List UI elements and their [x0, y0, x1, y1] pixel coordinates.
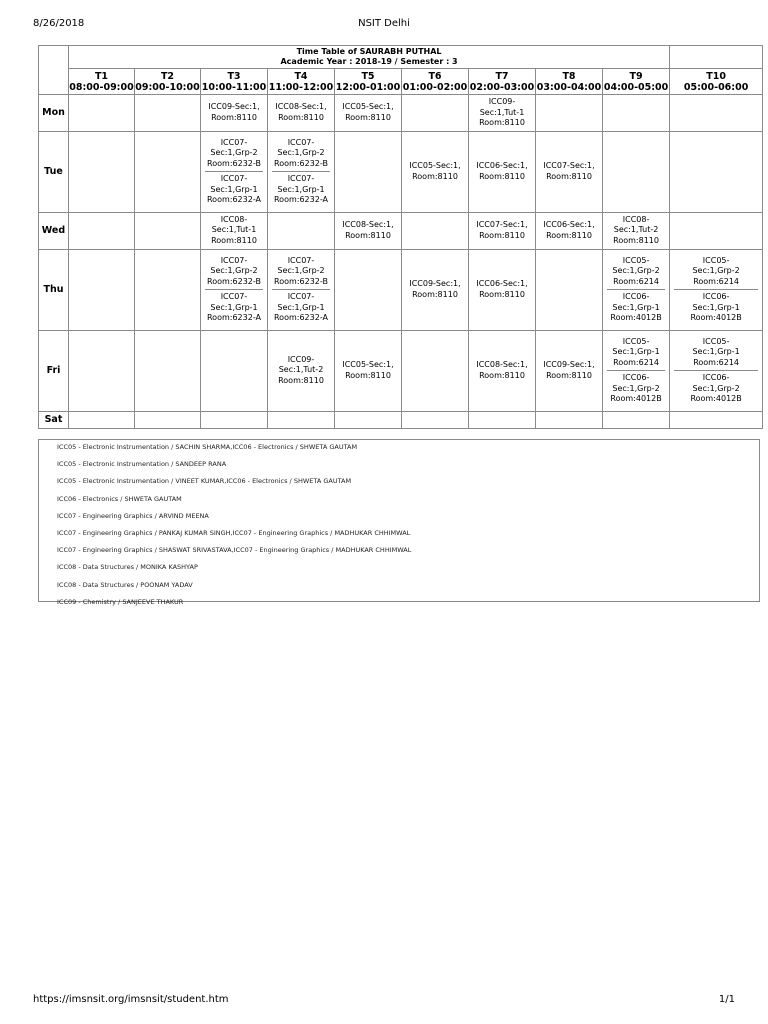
print-footer	[33, 994, 735, 1008]
class-entry-line: Room:8110	[345, 370, 391, 380]
legend-item: ICC08 - Data Structures / POONAM YADAV	[57, 580, 193, 589]
slot-header-t4	[268, 69, 335, 95]
timetable-cell	[201, 212, 268, 249]
timetable-cell	[268, 95, 335, 132]
class-entry-line: Sec:1,Grp-1	[612, 302, 660, 312]
timetable-cell	[268, 131, 335, 212]
day-label: Tue	[39, 131, 69, 212]
slot-code: T5	[361, 70, 375, 82]
class-entry	[670, 254, 762, 290]
timetable-cell	[268, 330, 335, 411]
timetable-cell	[469, 411, 536, 428]
day-row-fri	[39, 330, 763, 411]
class-entry-line: ICC08-Sec:1,	[342, 220, 394, 229]
class-entry-line: ICC05-Sec:1,	[342, 102, 394, 112]
slot-header-t6	[402, 69, 469, 95]
title-line-name: Time Table of SAURABH PUTHAL	[296, 47, 442, 56]
timetable-cell	[603, 95, 670, 132]
class-entry-line: Sec:1,Tut-1	[479, 107, 525, 117]
class-entry	[469, 277, 535, 302]
legend-item: ICC08 - Data Structures / MONIKA KASHYAP	[57, 563, 198, 572]
timetable-cell	[69, 249, 135, 330]
timetable-cell	[603, 131, 670, 212]
class-entry	[603, 213, 669, 249]
class-entry-line: Sec:1,Grp-1	[210, 184, 258, 194]
class-entry-line: ICC07-	[220, 292, 248, 301]
slot-time: 10:00-11:00	[201, 81, 267, 93]
timetable-cell	[335, 249, 402, 330]
slot-code: T2	[160, 70, 175, 82]
timetable-cell	[201, 411, 268, 428]
class-entry	[268, 254, 334, 290]
class-entry-line: ICC07-	[220, 255, 248, 265]
timetable-cell	[536, 131, 603, 212]
class-entry-line: Sec:1,Grp-2	[612, 266, 660, 275]
title-spacer-cell	[670, 46, 763, 69]
class-entry-line: ICC07-Sec:1,	[543, 161, 595, 170]
class-entry-line: Room:6214	[613, 276, 659, 286]
class-entry-line: ICC06-Sec:1,	[476, 161, 528, 170]
class-entry-line: Sec:1,Grp-2	[692, 383, 740, 393]
class-entry-line: Room:8110	[479, 171, 525, 181]
class-entry-line: Sec:1,Grp-1	[692, 302, 740, 312]
timetable-cell	[201, 95, 268, 132]
class-entry-line: ICC07-	[287, 255, 315, 265]
timetable-cell	[135, 249, 201, 330]
timetable-cell	[69, 95, 135, 132]
timetable-cell	[402, 212, 469, 249]
timetable-cell	[335, 330, 402, 411]
day-label: Fri	[39, 330, 69, 411]
timetable-cell	[402, 330, 469, 411]
class-entry	[607, 370, 665, 407]
timetable-cell	[670, 131, 763, 212]
class-entry-line: Room:6232-A	[273, 313, 329, 322]
legend-item: ICC09 - Chemistry / SANJEEVE THAKUR	[57, 597, 184, 606]
class-entry-line: ICC07-	[287, 137, 315, 147]
class-entry-line: Room:6232-B	[274, 276, 328, 286]
class-entry	[335, 100, 401, 125]
print-date: 8/26/2018	[33, 18, 85, 29]
day-row-mon	[39, 95, 763, 132]
timetable-cell	[603, 330, 670, 411]
slot-time: 12:00-01:00	[335, 81, 401, 93]
class-entry-line: ICC05-	[702, 255, 730, 265]
class-entry	[268, 136, 334, 172]
class-entry	[272, 289, 330, 326]
day-row-tue	[39, 131, 763, 212]
class-entry	[603, 254, 669, 290]
class-entry-line: Room:6232-B	[207, 276, 261, 286]
class-entry-line: ICC05-	[622, 255, 650, 265]
slot-time: 04:00-05:00	[603, 81, 669, 93]
class-entry-line: Sec:1,Grp-2	[692, 266, 740, 275]
slot-code: T1	[94, 70, 109, 82]
day-row-thu	[39, 249, 763, 330]
class-entry	[205, 171, 263, 208]
class-entry-line: Sec:1,Grp-2	[612, 383, 660, 393]
class-entry	[536, 358, 602, 383]
class-entry-line: Room:6232-B	[207, 158, 261, 168]
timetable-cell	[135, 131, 201, 212]
class-entry	[268, 353, 334, 389]
class-entry	[402, 277, 468, 302]
timetable-cell	[201, 249, 268, 330]
legend-item: ICC07 - Engineering Graphics / SHASWAT SRIVASTAVA,ICC07 - Engineering Graphics / MADHUKAR CHHIMWAL	[57, 546, 412, 555]
class-entry-line: Sec:1,Grp-1	[612, 347, 660, 356]
class-entry-line: ICC06-Sec:1,	[543, 220, 595, 229]
slot-header-t8	[536, 69, 603, 95]
class-entry-line: Room:8110	[211, 235, 257, 245]
slot-code: T4	[294, 70, 308, 82]
timetable-cell	[469, 249, 536, 330]
class-entry	[205, 289, 263, 326]
class-entry-line: Room:8110	[278, 112, 324, 122]
class-entry	[469, 95, 535, 131]
class-entry-line: ICC06-	[702, 373, 730, 382]
slot-code: T6	[428, 70, 442, 82]
timetable-cell	[469, 212, 536, 249]
class-entry-line: Room:6232-A	[273, 195, 329, 204]
timetable-cell	[536, 212, 603, 249]
slot-header-row	[39, 69, 763, 95]
class-entry	[674, 289, 758, 326]
class-entry	[469, 358, 535, 383]
class-entry	[603, 335, 669, 371]
class-entry-line: ICC06-	[702, 292, 730, 301]
class-entry-line: Room:8110	[479, 370, 525, 380]
day-label: Wed	[39, 212, 69, 249]
timetable	[38, 45, 763, 429]
slot-header-t9	[603, 69, 670, 95]
slot-header-t5	[335, 69, 402, 95]
slot-time: 02:00-03:00	[469, 81, 535, 93]
class-entry-line: Room:8110	[479, 118, 525, 127]
class-entry-line: Room:4012B	[690, 313, 742, 322]
class-entry-line: ICC07-	[287, 292, 315, 301]
class-entry-line: ICC08-	[622, 214, 650, 224]
class-entry-line: Room:6232-B	[274, 158, 328, 168]
class-entry-line: ICC06-Sec:1,	[476, 279, 528, 288]
class-entry-line: ICC09-Sec:1,	[208, 102, 260, 112]
slot-time: 08:00-09:00	[69, 81, 134, 93]
class-entry	[469, 218, 535, 243]
class-entry	[402, 159, 468, 184]
slot-header-t10	[670, 69, 763, 95]
timetable-cell	[536, 330, 603, 411]
class-entry-line: ICC09-Sec:1,	[409, 279, 461, 288]
timetable-cell	[536, 249, 603, 330]
class-entry	[536, 218, 602, 243]
class-entry	[674, 370, 758, 407]
class-entry-line: ICC08-Sec:1,	[275, 102, 327, 112]
class-entry-line: ICC09-	[287, 354, 315, 364]
class-entry-line: ICC08-Sec:1,	[476, 360, 528, 369]
timetable-cell	[402, 411, 469, 428]
timetable-cell	[135, 95, 201, 132]
class-entry-line: ICC05-Sec:1,	[409, 161, 461, 170]
timetable-cell	[201, 131, 268, 212]
class-entry-line: Room:6214	[693, 276, 740, 286]
timetable-cell	[268, 249, 335, 330]
class-entry-line: ICC05-	[702, 336, 730, 346]
slot-code: T7	[495, 70, 509, 82]
class-entry-line: Room:8110	[345, 230, 391, 240]
slot-time: 01:00-02:00	[402, 81, 468, 93]
class-entry-line: ICC05-Sec:1,	[342, 360, 394, 369]
class-entry-line: Room:8110	[479, 230, 525, 240]
class-entry-line: Room:4012B	[610, 394, 662, 403]
class-entry-line: Room:8110	[613, 235, 659, 245]
timetable-cell	[670, 249, 763, 330]
timetable-cell	[402, 95, 469, 132]
class-entry-line: Room:8110	[479, 289, 525, 299]
timetable-cell	[670, 330, 763, 411]
print-site-title: NSIT Delhi	[358, 18, 410, 29]
class-entry	[201, 136, 267, 172]
class-entry-line: Room:4012B	[610, 313, 662, 322]
class-entry-line: ICC09-Sec:1,	[543, 360, 595, 369]
timetable-cell	[268, 212, 335, 249]
timetable-cell	[69, 131, 135, 212]
title-line-year: Academic Year : 2018-19 / Semester : 3	[280, 57, 458, 66]
timetable-cell	[335, 131, 402, 212]
timetable-cell	[670, 212, 763, 249]
class-entry-line: Room:6214	[693, 357, 740, 367]
timetable-cell	[469, 330, 536, 411]
slot-header-t3	[201, 69, 268, 95]
class-entry	[469, 159, 535, 184]
slot-header-t1	[69, 69, 135, 95]
timetable-cell	[135, 330, 201, 411]
class-entry-line: Sec:1,Grp-1	[692, 347, 740, 356]
class-entry-line: Sec:1,Grp-2	[277, 148, 325, 157]
class-entry-line: Room:6232-A	[206, 195, 262, 204]
slot-time: 09:00-10:00	[135, 81, 200, 93]
timetable-cell	[603, 411, 670, 428]
slot-header-t7	[469, 69, 536, 95]
class-entry-line: Room:8110	[546, 171, 592, 181]
class-entry-line: Room:8110	[412, 289, 458, 299]
class-entry-line: Sec:1,Grp-1	[277, 184, 325, 194]
day-row-sat	[39, 411, 763, 428]
course-legend	[38, 439, 760, 606]
slot-time: 03:00-04:00	[536, 81, 602, 93]
timetable-title	[69, 46, 670, 69]
corner-cell	[39, 46, 69, 69]
timetable-cell	[402, 131, 469, 212]
class-entry-line: Room:6214	[613, 357, 659, 367]
class-entry-line: Room:8110	[546, 230, 592, 240]
class-entry-line: Sec:1,Grp-2	[210, 148, 258, 157]
timetable-cell	[201, 330, 268, 411]
class-entry	[268, 100, 334, 125]
class-entry-line: ICC07-	[220, 137, 248, 147]
day-label: Sat	[39, 411, 69, 428]
class-entry-line: ICC06-	[622, 292, 650, 301]
print-url: https://imsnsit.org/imsnsit/student.htm	[33, 994, 229, 1005]
slot-code: T3	[227, 70, 241, 82]
timetable-cell	[670, 411, 763, 428]
class-entry-line: ICC07-	[287, 174, 315, 183]
class-entry-line: ICC09-	[488, 97, 516, 106]
class-entry	[201, 100, 267, 125]
timetable-cell	[335, 411, 402, 428]
class-entry	[335, 218, 401, 243]
class-entry	[201, 213, 267, 249]
class-entry-line: Room:6232-A	[206, 313, 262, 322]
class-entry-line: Sec:1,Grp-1	[277, 302, 325, 312]
legend-item: ICC06 - Electronics / SHWETA GAUTAM	[57, 494, 182, 503]
timetable-cell	[536, 411, 603, 428]
timetable-cell	[670, 95, 763, 132]
class-entry	[670, 335, 762, 371]
slot-code: T9	[629, 70, 643, 82]
class-entry-line: Sec:1,Tut-1	[211, 225, 257, 235]
class-entry-line: Sec:1,Tut-2	[278, 365, 324, 375]
timetable-cell	[603, 212, 670, 249]
class-entry-line: Room:8110	[278, 375, 324, 385]
day-header-blank	[39, 69, 69, 95]
class-entry-line: Sec:1,Grp-2	[210, 266, 258, 275]
legend-item: ICC05 - Electronic Instrumentation / SACHIN SHARMA,ICC06 - Electronics / SHWETA GAUTAM	[57, 443, 358, 451]
class-entry-line: Room:8110	[546, 370, 592, 380]
timetable-cell	[536, 95, 603, 132]
class-entry	[201, 254, 267, 290]
timetable-cell	[69, 411, 135, 428]
class-entry-line: Room:8110	[345, 112, 391, 122]
class-entry	[536, 159, 602, 184]
class-entry-line: Room:8110	[211, 112, 257, 122]
timetable-cell	[402, 249, 469, 330]
day-label: Mon	[39, 95, 69, 132]
legend-item: ICC05 - Electronic Instrumentation / VINEET KUMAR,ICC06 - Electronics / SHWETA GAUTAM	[57, 477, 352, 486]
class-entry-line: ICC07-	[220, 174, 248, 183]
slot-header-t2	[135, 69, 201, 95]
legend-item: ICC07 - Engineering Graphics / PANKAJ KUMAR SINGH,ICC07 - Engineering Graphics / MADHUKAR CHHIMWAL	[57, 528, 411, 537]
class-entry-line: Room:4012B	[690, 394, 742, 403]
day-row-wed	[39, 212, 763, 249]
class-entry-line: ICC07-Sec:1,	[476, 220, 528, 229]
timetable-cell	[335, 212, 402, 249]
class-entry-line: ICC06-	[622, 373, 650, 382]
class-entry	[335, 358, 401, 383]
slot-time: 11:00-12:00	[268, 81, 334, 93]
timetable-cell	[469, 131, 536, 212]
class-entry	[272, 171, 330, 208]
class-entry-line: ICC08-	[220, 214, 248, 224]
day-label: Thu	[39, 249, 69, 330]
timetable-cell	[335, 95, 402, 132]
class-entry-line: Sec:1,Grp-1	[210, 302, 258, 312]
slot-code: T8	[562, 70, 576, 82]
class-entry-line: Sec:1,Tut-2	[613, 225, 659, 235]
legend-item: ICC05 - Electronic Instrumentation / SANDEEP RANA	[57, 460, 227, 469]
print-header	[33, 18, 735, 32]
slot-code: T10	[706, 70, 726, 82]
timetable-cell	[268, 411, 335, 428]
legend-item: ICC07 - Engineering Graphics / ARVIND MEENA	[57, 511, 209, 520]
class-entry-line: Sec:1,Grp-2	[277, 266, 325, 275]
class-entry-line: ICC05-	[622, 336, 650, 346]
timetable-cell	[69, 330, 135, 411]
slot-time: 05:00-06:00	[683, 81, 749, 93]
timetable-cell	[69, 212, 135, 249]
class-entry	[607, 289, 665, 326]
timetable-cell	[135, 212, 201, 249]
timetable-cell	[603, 249, 670, 330]
timetable-cell	[135, 411, 201, 428]
print-page-number: 1/1	[718, 994, 735, 1005]
class-entry-line: Room:8110	[412, 171, 458, 181]
timetable-cell	[469, 95, 536, 132]
